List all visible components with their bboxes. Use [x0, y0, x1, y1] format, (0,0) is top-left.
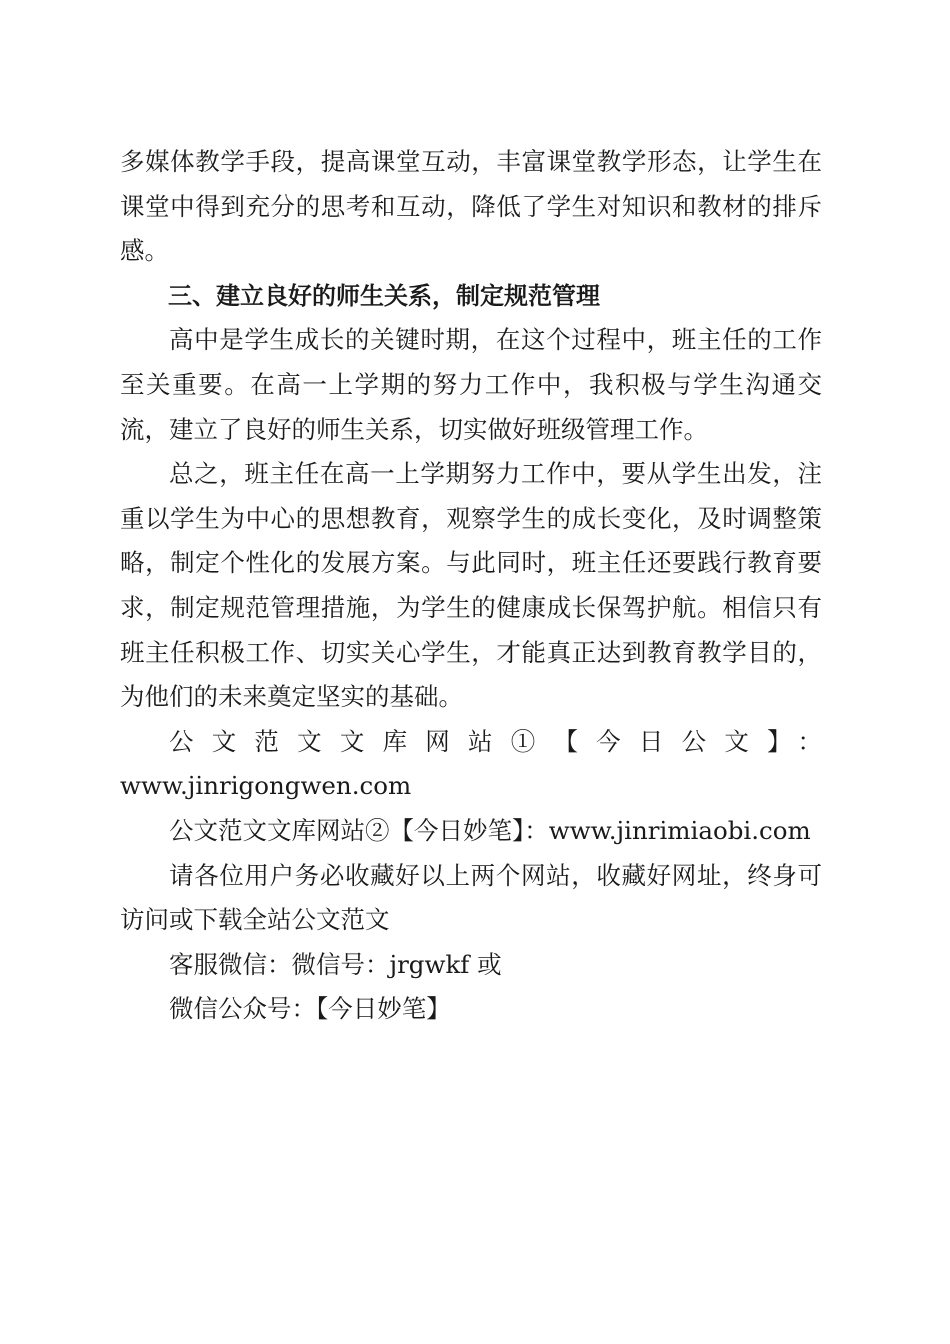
site-1-url: www.jinrigongwen.com	[120, 771, 412, 801]
site-2-line: 公文范文文库网站②【今日妙笔】：www.jinrimiaobi.com	[169, 815, 811, 845]
paragraph-multimedia-teaching: 多媒体教学手段，提高课堂互动，丰富课堂教学形态，让学生在课堂中得到充分的思考和互动，降低了学生对知识和教材的排斥感。	[120, 147, 822, 266]
document-body	[120, 140, 822, 1032]
bookmark-notice: 请各位用户务必收藏好以上两个网站，收藏好网址，终身可访问或下载全站公文范文	[120, 860, 822, 935]
wechat-official-account-line: 微信公众号：【今日妙笔】	[169, 994, 451, 1024]
paragraph-high-school-growth: 高中是学生成长的关键时期，在这个过程中，班主任的工作至关重要。在高一上学期的努力工作中，我积极与学生沟通交流，建立了良好的师生关系，切实做好班级管理工作。	[120, 325, 822, 444]
wechat-service-line: 客服微信：微信号：jrgwkf 或	[169, 949, 502, 979]
site-1-label: 公文范文文库网站①【今日公文】：	[169, 726, 822, 756]
paragraph-conclusion: 总之，班主任在高一上学期努力工作中，要从学生出发，注重以学生为中心的思想教育，观察学生的成长变化，及时调整策略，制定个性化的发展方案。与此同时，班主任还要践行教育要求，制定规范管理措施，为学生的健康成长保驾护航。相信只有班主任积极工作、切实关心学生，才能真正达到教育教学目的，为他们的未来奠定坚实的基础。	[120, 459, 822, 712]
section-heading-teacher-student-relations: 三、建立良好的师生关系，制定规范管理	[168, 281, 600, 310]
